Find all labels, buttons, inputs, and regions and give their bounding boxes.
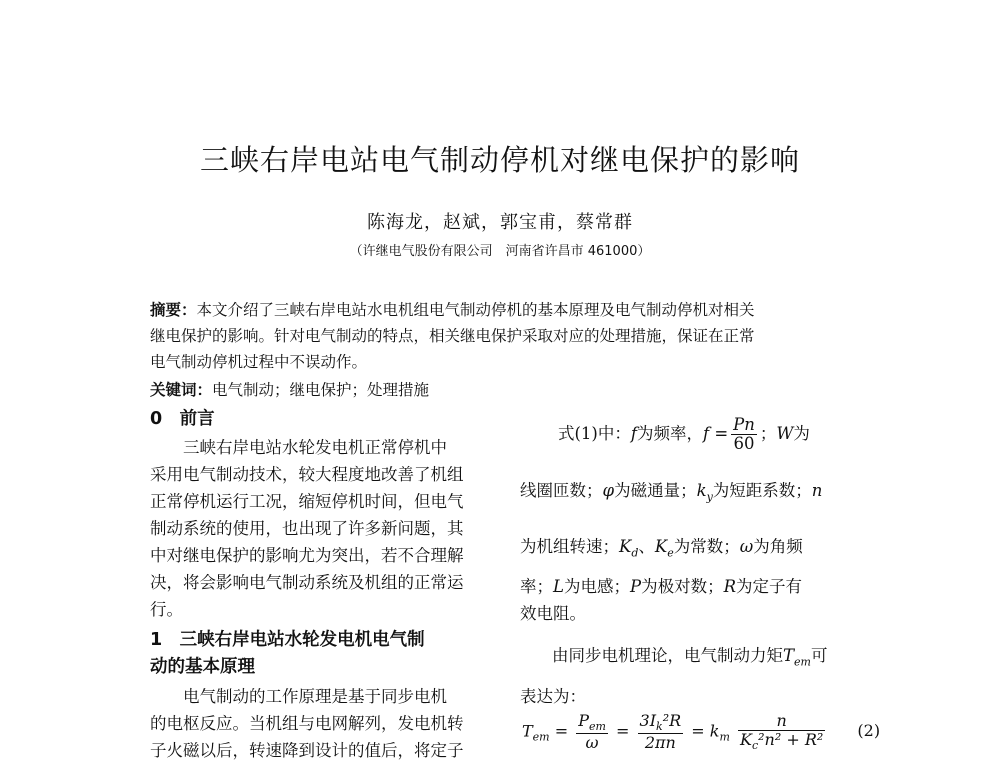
section-0-line: 行。 <box>150 600 183 619</box>
author-list: 陈海龙，赵斌，郭宝甫，蔡常群 <box>367 212 633 233</box>
section-0-line: 制动系统的使用，也出现了许多新问题，其 <box>150 519 464 538</box>
equation-number: (2) <box>857 721 881 741</box>
section-1-heading-1: 1 三峡右岸电站水轮发电机电气制 <box>150 630 425 650</box>
right-line-3: 为机组转速；$K_d$、$K_e$为常数；ω为角频 <box>520 537 803 560</box>
section-0-line: 决，将会影响电气制动系统及机组的正常运 <box>150 573 464 592</box>
section-1-line: 电气制动的工作原理是基于同步电机 <box>183 687 447 706</box>
eq-fraction-1: $\frac{P_{em}}{\omega}$ <box>578 711 606 753</box>
eq-fraction-2: $\frac{3I_k^2R}{2\pi n}$ <box>639 711 682 753</box>
right-line-4: 率；L为电感；P为极对数；R为定子有 <box>520 577 803 596</box>
affiliation: （许继电气股份有限公司 河南省许昌市 461000） <box>349 244 651 259</box>
section-1-heading-2: 动的基本原理 <box>150 657 255 677</box>
right-line-2: 线圈匝数；φ为磁通量；$k_y$为短距系数；n <box>520 481 823 504</box>
right-line-5: 效电阻。 <box>520 604 586 623</box>
section-1-line: 的电枢反应。当机组与电网解列，发电机转 <box>150 714 464 733</box>
keywords-line <box>150 378 429 400</box>
section-0-heading: 0 前言 <box>150 409 215 429</box>
abstract-text-1: 本文介绍了三峡右岸电站水电机组电气制动停机的基本原理及电气制动停机对相关 <box>196 301 755 319</box>
right-line-7: 表达为： <box>520 687 586 706</box>
abstract-line-1 <box>150 298 755 320</box>
keywords-text: 电气制动；继电保护；处理措施 <box>212 381 430 399</box>
right-line-1: 式(1)中：f为频率，f = $\frac{Pn}{60}$ ；W为 <box>558 415 810 454</box>
section-1-line: 子火磁以后，转速降到设计的值后，将定子 <box>150 741 464 760</box>
paper-title: 三峡右岸电站电气制动停机对继电保护的影响 <box>199 143 800 177</box>
section-0-line: 中对继电保护的影响尤为突出，若不合理解 <box>150 546 464 565</box>
abstract-label: 摘要： <box>150 301 197 319</box>
eq-fraction-3: $\frac{n}{K_c^2n^2 + R^2}$ <box>740 711 824 752</box>
keywords-label: 关键词： <box>150 381 213 399</box>
equation-2: $T_{em}$ = $\frac{P_{em}}{\omega}$ = $\frac{3I_k^2R}{2\pi n}$ = $k_m$ $\frac{n}{K_c^2n^2 + R^2}$ (2) <box>522 711 881 753</box>
section-0-line: 正常停机运行工况，缩短停机时间，但电气 <box>150 492 464 511</box>
section-0-line: 三峡右岸电站水轮发电机正常停机中 <box>183 438 447 457</box>
frequency-fraction: $\frac{Pn}{60}$ <box>733 415 755 454</box>
abstract-line-2: 继电保护的影响。针对电气制动的特点，相关继电保护采取对应的处理措施，保证在正常 <box>150 327 755 345</box>
section-0-line: 采用电气制动技术，较大程度地改善了机组 <box>150 465 464 484</box>
right-line-6: 由同步电机理论，电气制动力矩$T_{em}$可 <box>552 646 828 669</box>
abstract-line-3: 电气制动停机过程中不误动作。 <box>150 353 368 371</box>
